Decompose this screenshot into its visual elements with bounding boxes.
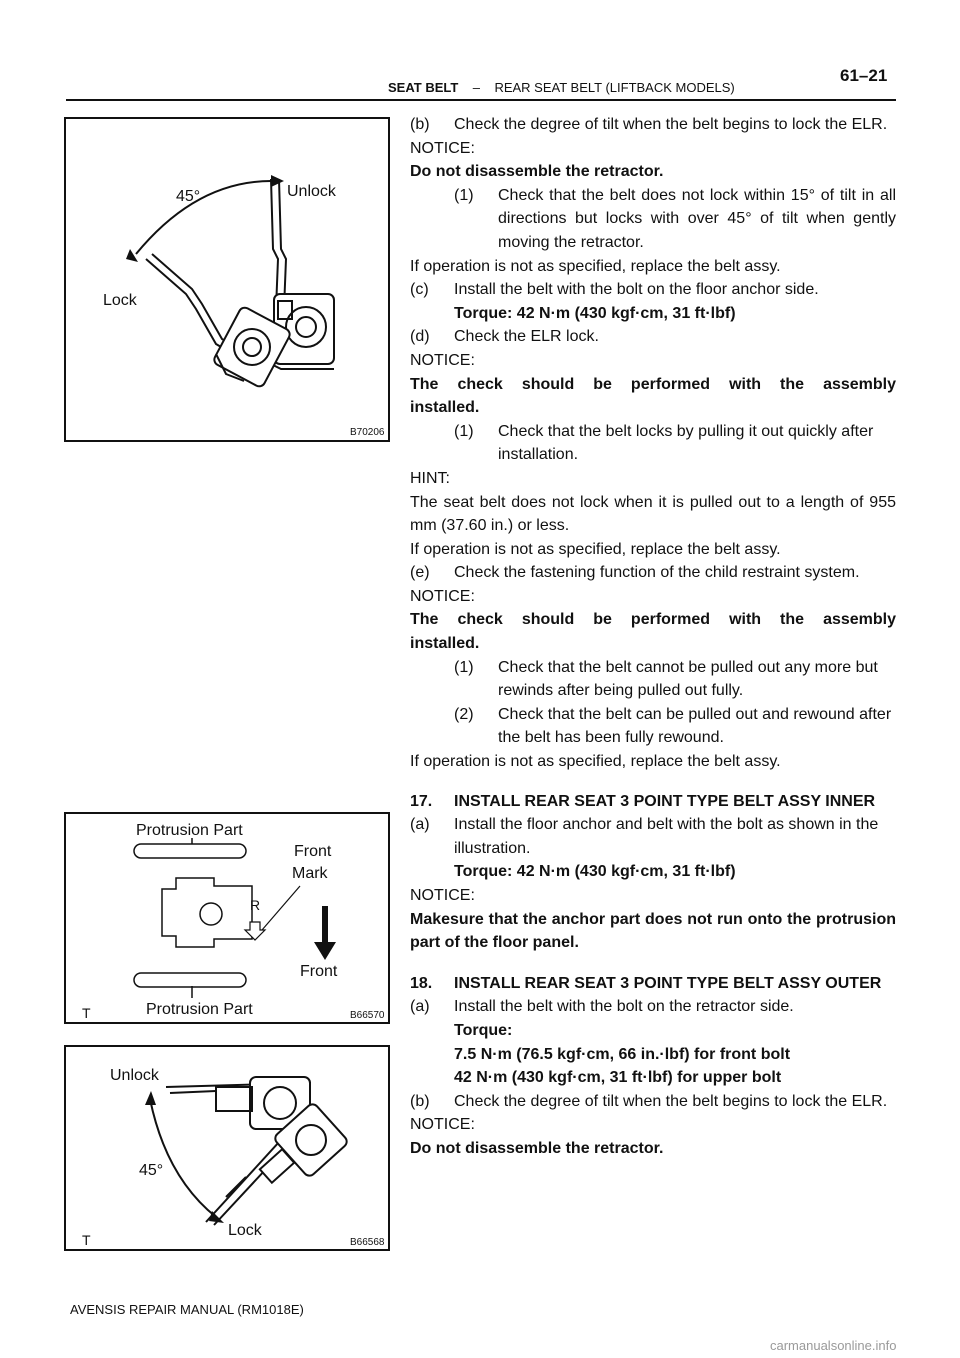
unlock-label-2: Unlock: [110, 1067, 159, 1084]
step-d: [410, 325, 896, 349]
step-d1-label: (1): [454, 422, 474, 440]
hint-label: HINT:: [410, 469, 450, 487]
front-mark-leader: [262, 886, 300, 930]
lock-label-2: Lock: [228, 1222, 262, 1239]
arc-arrow-head: [271, 175, 284, 187]
step-18a-torque-label: Torque:: [454, 1021, 513, 1039]
step-e: [410, 561, 896, 585]
step-18-text: INSTALL REAR SEAT 3 POINT TYPE BELT ASSY OUTER: [454, 974, 882, 992]
step-17: [410, 790, 896, 814]
hint-text: The seat belt does not lock when it is pulled out to a length of 955 mm (37.60 in.) or less.: [410, 493, 896, 535]
r-mark: R: [250, 897, 261, 913]
protrusion-slot-bottom: [134, 973, 246, 987]
angle-label-2: 45°: [139, 1162, 164, 1179]
spacer: [410, 955, 896, 972]
step-b: [410, 113, 896, 137]
header-dash: –: [472, 80, 480, 95]
lock-label-1: Lock: [103, 292, 137, 309]
figure-code-2: B66570: [350, 1010, 385, 1021]
step-e-text: Check the fastening function of the child restraint system.: [454, 564, 860, 582]
arc-arrow-head-2: [145, 1091, 156, 1105]
t-mark-2: T: [82, 1005, 91, 1021]
front-mark-label-1: Front: [294, 843, 332, 860]
step-18a-label: (a): [410, 998, 430, 1016]
notice-b: NOTICE:: [410, 139, 475, 157]
step-b1-label: (1): [454, 186, 474, 204]
notice-17-text: Makesure that the anchor part does not run onto the protrusion part of the floor panel.: [410, 910, 896, 952]
step-e2-text: Check that the belt can be pulled out and rewound after the belt has been fully rewound.: [498, 705, 892, 747]
notice-d-text-2: installed.: [410, 399, 480, 417]
retractor-unlock-shape-2: [166, 1077, 311, 1129]
step-b1-text: Check that the belt does not lock within 15° of tilt in all directions but locks with over 45° of tilt when gently moving the retractor.: [498, 186, 896, 251]
step-17a: [410, 813, 896, 860]
angle-label-1: 45°: [176, 188, 201, 205]
notice-18: NOTICE:: [410, 1116, 475, 1134]
step-17-label: 17.: [410, 792, 433, 810]
step-18b-text: Check the degree of tilt when the belt begins to lock the ELR.: [454, 1092, 888, 1110]
figure-retractor-tilt-1: [64, 117, 390, 442]
step-17a-text: Install the floor anchor and belt with the bolt as shown in the illustration.: [454, 816, 879, 857]
protrusion-label-bottom: Protrusion Part: [146, 1001, 253, 1018]
tilt-arc-2: [150, 1099, 216, 1217]
watermark: carmanualsonline.info: [770, 1338, 897, 1353]
procedure-text: [410, 113, 896, 1161]
notice-e-text-1: The check should be performed with the assembly: [410, 611, 896, 629]
figure-floor-anchor: [64, 812, 390, 1024]
step-17a-label: (a): [410, 816, 430, 834]
header-rule: [66, 99, 896, 101]
t-mark-3: T: [82, 1232, 91, 1248]
step-18-label: 18.: [410, 974, 433, 992]
retractor-tilt-illustration-1: [66, 119, 388, 440]
spacer: [410, 774, 896, 790]
header-title: [388, 80, 735, 95]
step-17a-torque: Torque: 42 N·m (430 kgf·cm, 31 ft·lbf): [454, 863, 736, 881]
notice-d: NOTICE:: [410, 351, 475, 369]
anchor-bolt-hole: [200, 903, 222, 925]
step-b-label: (b): [410, 116, 430, 133]
figure-code-3: B66568: [350, 1237, 385, 1248]
step-e1-text: Check that the belt cannot be pulled out any more but rewinds after being pulled out fully.: [498, 658, 878, 700]
protrusion-label-top: Protrusion Part: [136, 822, 243, 839]
floor-anchor-illustration: [66, 814, 388, 1022]
step-e2: [410, 703, 896, 750]
step-18b-label: (b): [410, 1092, 430, 1110]
step-c-text: Install the belt with the bolt on the floor anchor side.: [454, 281, 819, 299]
step-d1: [410, 420, 896, 467]
notice-17: NOTICE:: [410, 887, 475, 904]
step-c: [410, 278, 896, 302]
step-b-text: Check the degree of tilt when the belt begins to lock the ELR.: [454, 116, 888, 133]
step-b1: [410, 184, 896, 255]
if-not-1: If operation is not as specified, replace the belt assy.: [410, 257, 781, 275]
unlock-label-1: Unlock: [287, 183, 336, 200]
notice-e-text-2: installed.: [410, 635, 480, 653]
notice-18-text: Do not disassemble the retractor.: [410, 1139, 664, 1157]
step-d1-text: Check that the belt locks by pulling it out quickly after installation.: [498, 422, 874, 464]
retractor-lock-shape: [146, 254, 292, 388]
protrusion-slot-top: [134, 844, 246, 858]
page-number: 61–21: [840, 66, 888, 85]
step-d-label: (d): [410, 328, 430, 346]
tilt-arc: [136, 181, 271, 254]
retractor-tilt-illustration-2: [66, 1047, 388, 1249]
notice-d-text-1: The check should be performed with the assembly: [410, 375, 896, 393]
step-18a-torque-front: 7.5 N·m (76.5 kgf·cm, 66 in.·lbf) for front bolt: [454, 1045, 791, 1063]
header-section: SEAT BELT: [388, 80, 459, 95]
notice-b-text: Do not disassemble the retractor.: [410, 163, 664, 181]
if-not-3: If operation is not as specified, replace the belt assy.: [410, 753, 781, 771]
step-18a-text: Install the belt with the bolt on the retractor side.: [454, 998, 794, 1016]
front-mark-label-2: Mark: [292, 865, 328, 882]
footer-manual: AVENSIS REPAIR MANUAL (RM1018E): [70, 1302, 304, 1317]
figure-retractor-tilt-2: [64, 1045, 390, 1251]
step-c-torque: Torque: 42 N·m (430 kgf·cm, 31 ft·lbf): [454, 304, 736, 322]
notice-e: NOTICE:: [410, 587, 475, 605]
step-e1-label: (1): [454, 658, 474, 676]
if-not-2: If operation is not as specified, replace the belt assy.: [410, 540, 781, 558]
step-18: [410, 972, 896, 996]
arc-arrow-tail: [126, 249, 138, 262]
step-18b: [410, 1090, 896, 1114]
step-18a: [410, 995, 896, 1019]
front-label: Front: [300, 963, 338, 980]
header-subsection: REAR SEAT BELT (LIFTBACK MODELS): [494, 80, 735, 95]
step-e-label: (e): [410, 564, 430, 582]
figure-code-1: B70206: [350, 427, 385, 438]
step-17-text: INSTALL REAR SEAT 3 POINT TYPE BELT ASSY INNER: [454, 792, 876, 810]
step-18a-torque-upper: 42 N·m (430 kgf·cm, 31 ft·lbf) for upper bolt: [454, 1069, 782, 1087]
step-c-label: (c): [410, 281, 429, 299]
step-e2-label: (2): [454, 705, 474, 723]
step-d-text: Check the ELR lock.: [454, 328, 599, 346]
step-e1: [410, 656, 896, 703]
front-direction-arrow: [314, 906, 336, 960]
